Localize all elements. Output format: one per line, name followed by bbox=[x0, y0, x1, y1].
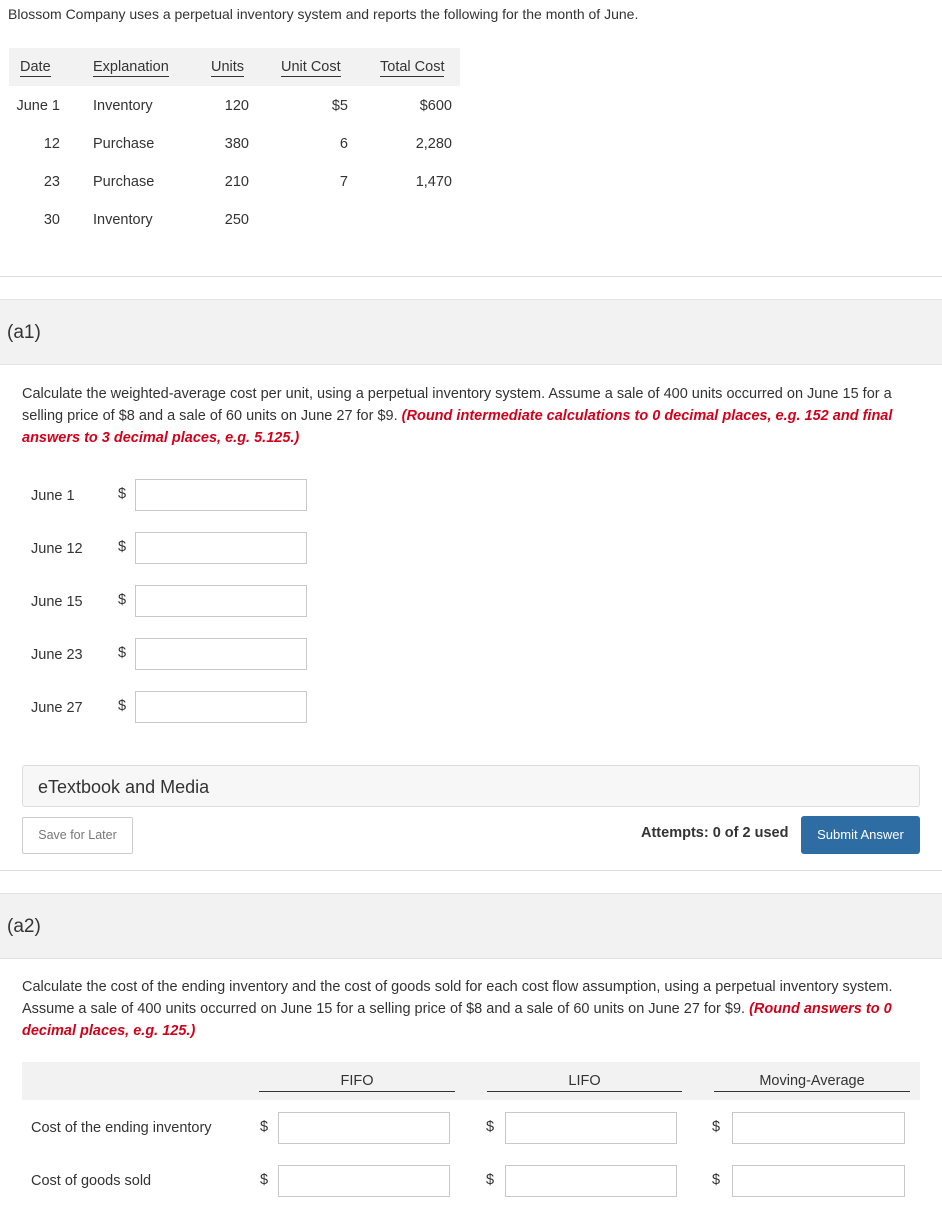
cell-date: 23 bbox=[43, 174, 60, 190]
currency-symbol: $ bbox=[118, 592, 127, 608]
section-a1-label: (a1) bbox=[7, 322, 41, 343]
cell-explanation: Purchase bbox=[93, 174, 155, 190]
cell-total-cost: 2,280 bbox=[415, 136, 452, 152]
a1-row-label: June 15 bbox=[31, 594, 83, 610]
cell-total-cost: $600 bbox=[419, 98, 452, 114]
a2-question bbox=[22, 976, 922, 1042]
lifo-cogs-input[interactable] bbox=[505, 1165, 677, 1197]
attempts-counter: Attempts: 0 of 2 used bbox=[641, 825, 789, 841]
cell-units: 380 bbox=[224, 136, 249, 152]
col-header-explanation: Explanation bbox=[93, 59, 169, 75]
section-a2-header bbox=[0, 893, 942, 959]
cell-unit-cost: $5 bbox=[331, 98, 348, 114]
col-header-units: Units bbox=[211, 59, 245, 75]
col-header-lifo: LIFO bbox=[487, 1073, 682, 1092]
a2-instruction: (Round answers to 0 decimal places, e.g. 125.) bbox=[22, 1001, 892, 1039]
a1-question-text: Calculate the weighted-average cost per unit, using a perpetual inventory system. Assume a sale of 400 units occurred on June 15 for a selling price of $8 and a sale of 60 units on June 27 for $9. bbox=[22, 386, 892, 424]
col-header-total-cost: Total Cost bbox=[380, 59, 445, 75]
divider bbox=[0, 870, 942, 871]
moving-average-cogs-input[interactable] bbox=[732, 1165, 905, 1197]
cell-units: 250 bbox=[224, 212, 249, 228]
a1-question bbox=[22, 383, 922, 449]
col-header-fifo: FIFO bbox=[259, 1073, 455, 1092]
save-for-later-button[interactable]: Save for Later bbox=[22, 817, 133, 854]
june-15-cost-input[interactable] bbox=[135, 585, 307, 617]
cell-explanation: Purchase bbox=[93, 136, 155, 152]
fifo-ending-inventory-input[interactable] bbox=[278, 1112, 450, 1144]
submit-answer-button[interactable]: Submit Answer bbox=[801, 816, 920, 854]
june-12-cost-input[interactable] bbox=[135, 532, 307, 564]
june-23-cost-input[interactable] bbox=[135, 638, 307, 670]
cell-units: 210 bbox=[224, 174, 249, 190]
a2-question-text: Calculate the cost of the ending inventory and the cost of goods sold for each cost flow assumption, using a perpetual inventory system. Assume a sale of 400 units occurred on June 15 for a selling price of $8 and a sale of 60 units on June 27 for $9. bbox=[22, 979, 893, 1017]
cell-units: 120 bbox=[224, 98, 249, 114]
etextbook-media-link[interactable]: eTextbook and Media bbox=[22, 765, 920, 807]
cell-explanation: Inventory bbox=[93, 212, 153, 228]
currency-symbol: $ bbox=[260, 1119, 269, 1135]
cell-date: 12 bbox=[43, 136, 60, 152]
lifo-ending-inventory-input[interactable] bbox=[505, 1112, 677, 1144]
a1-instruction: (Round intermediate calculations to 0 decimal places, e.g. 152 and final answers to 3 decimal places, e.g. 5.125.) bbox=[22, 408, 893, 446]
section-a2-label: (a2) bbox=[7, 916, 41, 937]
cell-total-cost: 1,470 bbox=[415, 174, 452, 190]
col-header-date: Date bbox=[20, 59, 51, 75]
cell-date: 30 bbox=[43, 212, 60, 228]
june-1-cost-input[interactable] bbox=[135, 479, 307, 511]
currency-symbol: $ bbox=[118, 539, 127, 555]
currency-symbol: $ bbox=[486, 1119, 495, 1135]
a2-row-label: Cost of the ending inventory bbox=[31, 1120, 212, 1136]
a1-row-label: June 27 bbox=[31, 700, 83, 716]
currency-symbol: $ bbox=[118, 645, 127, 661]
currency-symbol: $ bbox=[486, 1172, 495, 1188]
a1-row-label: June 1 bbox=[31, 488, 75, 504]
currency-symbol: $ bbox=[118, 698, 127, 714]
a1-row-label: June 12 bbox=[31, 541, 83, 557]
moving-average-ending-inventory-input[interactable] bbox=[732, 1112, 905, 1144]
currency-symbol: $ bbox=[260, 1172, 269, 1188]
currency-symbol: $ bbox=[712, 1119, 721, 1135]
cell-unit-cost: 7 bbox=[339, 174, 348, 190]
currency-symbol: $ bbox=[712, 1172, 721, 1188]
a1-row-label: June 23 bbox=[31, 647, 83, 663]
a2-row-label: Cost of goods sold bbox=[31, 1173, 152, 1189]
cell-date: June 1 bbox=[16, 98, 60, 114]
cell-explanation: Inventory bbox=[93, 98, 153, 114]
cell-unit-cost: 6 bbox=[339, 136, 348, 152]
currency-symbol: $ bbox=[118, 486, 127, 502]
fifo-cogs-input[interactable] bbox=[278, 1165, 450, 1197]
section-a1-header bbox=[0, 299, 942, 365]
col-header-unit-cost: Unit Cost bbox=[281, 59, 341, 75]
divider bbox=[0, 276, 942, 277]
col-header-moving-average: Moving-Average bbox=[714, 1073, 910, 1092]
intro-text: Blossom Company uses a perpetual inventory system and reports the following for the month of June. bbox=[8, 6, 639, 22]
june-27-cost-input[interactable] bbox=[135, 691, 307, 723]
